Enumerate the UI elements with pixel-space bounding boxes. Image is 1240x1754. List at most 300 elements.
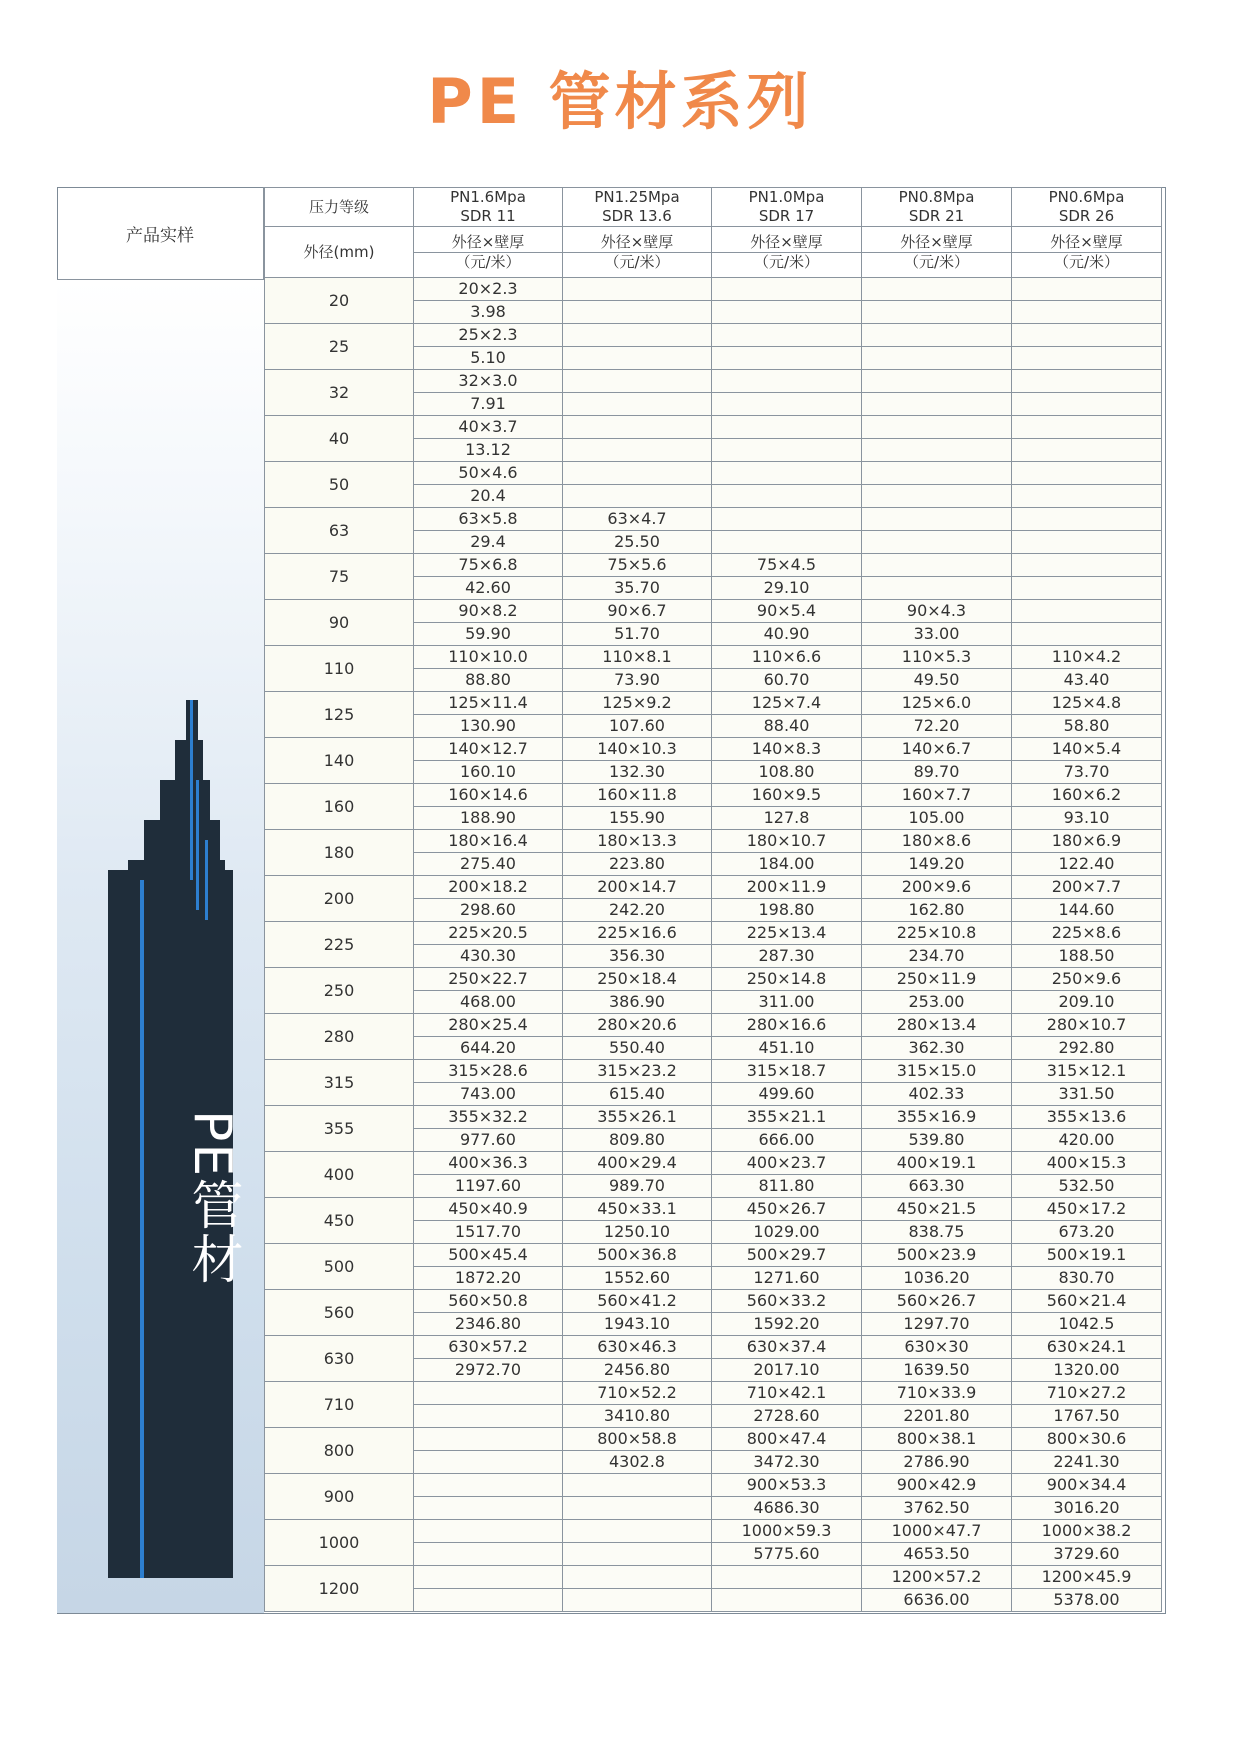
spec-cell: 560×41.2 <box>563 1290 712 1313</box>
spec-cell <box>1012 278 1162 301</box>
spec-cell: 800×30.6 <box>1012 1428 1162 1451</box>
spec-cell: 125×11.4 <box>414 692 563 715</box>
spec-cell <box>414 1382 563 1405</box>
spec-cell: 32×3.0 <box>414 370 563 393</box>
price-cell <box>862 531 1012 554</box>
price-cell: 89.70 <box>862 761 1012 784</box>
price-cell: 420.00 <box>1012 1129 1162 1152</box>
dimension-label: 外径×壁厚 <box>712 233 861 253</box>
table-row <box>265 1106 1162 1129</box>
spec-cell <box>1012 508 1162 531</box>
outer-diameter-cell: 400 <box>265 1152 414 1198</box>
spec-cell: 200×18.2 <box>414 876 563 899</box>
pipe-label: PE管材 <box>182 1110 242 1287</box>
spec-cell <box>712 508 862 531</box>
spec-cell: 900×34.4 <box>1012 1474 1162 1497</box>
price-cell: 386.90 <box>563 991 712 1014</box>
spec-cell: 140×6.7 <box>862 738 1012 761</box>
table-row <box>265 1520 1162 1543</box>
price-cell <box>712 531 862 554</box>
spec-cell <box>862 278 1012 301</box>
table-row <box>265 1290 1162 1313</box>
price-cell <box>1012 485 1162 508</box>
table-row <box>265 462 1162 485</box>
spec-cell: 110×10.0 <box>414 646 563 669</box>
sdr-label: SDR 21 <box>908 207 965 225</box>
table-row <box>265 1474 1162 1497</box>
table-row <box>265 600 1162 623</box>
spec-cell: 630×37.4 <box>712 1336 862 1359</box>
table-row <box>265 1244 1162 1267</box>
price-cell: 2972.70 <box>414 1359 563 1382</box>
price-cell <box>862 485 1012 508</box>
unit-label: （元/米） <box>903 252 970 271</box>
table-row <box>265 1060 1162 1083</box>
spec-cell: 110×8.1 <box>563 646 712 669</box>
price-cell: 144.60 <box>1012 899 1162 922</box>
column-header-units <box>414 227 563 278</box>
price-cell: 1197.60 <box>414 1175 563 1198</box>
price-cell <box>712 439 862 462</box>
sdr-label: SDR 26 <box>1058 207 1115 225</box>
table-row <box>265 554 1162 577</box>
price-cell: 35.70 <box>563 577 712 600</box>
price-cell: 198.80 <box>712 899 862 922</box>
spec-cell: 200×14.7 <box>563 876 712 899</box>
outer-diameter-cell: 250 <box>265 968 414 1014</box>
spec-cell <box>563 462 712 485</box>
spec-cell <box>862 370 1012 393</box>
column-header-units <box>712 227 862 278</box>
price-cell: 830.70 <box>1012 1267 1162 1290</box>
price-cell <box>414 1451 563 1474</box>
price-cell: 977.60 <box>414 1129 563 1152</box>
spec-cell: 110×5.3 <box>862 646 1012 669</box>
price-cell: 25.50 <box>563 531 712 554</box>
price-cell <box>414 1589 563 1612</box>
price-cell: 666.00 <box>712 1129 862 1152</box>
spec-cell <box>862 324 1012 347</box>
price-cell <box>563 301 712 324</box>
table-row <box>265 278 1162 301</box>
spec-cell: 355×16.9 <box>862 1106 1012 1129</box>
spec-cell: 500×29.7 <box>712 1244 862 1267</box>
spec-cell: 180×8.6 <box>862 830 1012 853</box>
price-cell: 838.75 <box>862 1221 1012 1244</box>
price-cell <box>862 393 1012 416</box>
price-cell <box>712 1589 862 1612</box>
spec-cell: 63×4.7 <box>563 508 712 531</box>
spec-cell <box>862 416 1012 439</box>
outer-diameter-cell: 1000 <box>265 1520 414 1566</box>
price-cell: 1639.50 <box>862 1359 1012 1382</box>
column-header-rating <box>414 188 563 227</box>
table-row <box>265 830 1162 853</box>
price-cell <box>563 1497 712 1520</box>
price-cell: 362.30 <box>862 1037 1012 1060</box>
outer-diameter-cell: 180 <box>265 830 414 876</box>
price-cell <box>862 577 1012 600</box>
price-cell: 188.90 <box>414 807 563 830</box>
price-cell: 1042.5 <box>1012 1313 1162 1336</box>
outer-diameter-cell: 800 <box>265 1428 414 1474</box>
spec-cell: 25×2.3 <box>414 324 563 347</box>
outer-diameter-cell: 32 <box>265 370 414 416</box>
price-cell <box>1012 301 1162 324</box>
price-cell: 88.40 <box>712 715 862 738</box>
spec-cell <box>712 1566 862 1589</box>
spec-cell: 500×23.9 <box>862 1244 1012 1267</box>
price-cell: 60.70 <box>712 669 862 692</box>
spec-cell: 355×21.1 <box>712 1106 862 1129</box>
spec-cell: 160×11.8 <box>563 784 712 807</box>
price-cell: 1320.00 <box>1012 1359 1162 1382</box>
spec-cell: 225×16.6 <box>563 922 712 945</box>
column-header-rating <box>563 188 712 227</box>
column-header-rating <box>712 188 862 227</box>
price-cell: 311.00 <box>712 991 862 1014</box>
price-cell: 1592.20 <box>712 1313 862 1336</box>
spec-cell: 630×30 <box>862 1336 1012 1359</box>
spec-cell: 200×9.6 <box>862 876 1012 899</box>
price-cell: 1517.70 <box>414 1221 563 1244</box>
dimension-label: 外径×壁厚 <box>862 233 1011 253</box>
spec-cell: 800×38.1 <box>862 1428 1012 1451</box>
price-cell <box>414 1497 563 1520</box>
spec-cell: 225×13.4 <box>712 922 862 945</box>
spec-cell: 400×29.4 <box>563 1152 712 1175</box>
unit-label: （元/米） <box>455 252 521 271</box>
spec-cell: 315×23.2 <box>563 1060 712 1083</box>
pn-label: PN0.8Mpa <box>898 188 975 206</box>
price-cell: 2786.90 <box>862 1451 1012 1474</box>
outer-diameter-cell: 1200 <box>265 1566 414 1612</box>
price-cell: 1297.70 <box>862 1313 1012 1336</box>
price-cell: 73.90 <box>563 669 712 692</box>
spec-cell: 280×13.4 <box>862 1014 1012 1037</box>
price-cell: 1271.60 <box>712 1267 862 1290</box>
spec-cell: 560×50.8 <box>414 1290 563 1313</box>
spec-cell <box>563 278 712 301</box>
spec-cell: 125×6.0 <box>862 692 1012 715</box>
price-cell: 2346.80 <box>414 1313 563 1336</box>
spec-cell: 250×11.9 <box>862 968 1012 991</box>
price-cell: 188.50 <box>1012 945 1162 968</box>
price-cell: 2201.80 <box>862 1405 1012 1428</box>
price-cell <box>1012 439 1162 462</box>
spec-cell: 180×13.3 <box>563 830 712 853</box>
dimension-label: 外径×壁厚 <box>1012 233 1161 253</box>
price-cell <box>563 1589 712 1612</box>
price-cell: 3472.30 <box>712 1451 862 1474</box>
price-cell: 73.70 <box>1012 761 1162 784</box>
spec-cell <box>862 554 1012 577</box>
spec-cell: 500×36.8 <box>563 1244 712 1267</box>
spec-cell: 355×26.1 <box>563 1106 712 1129</box>
spec-cell: 140×10.3 <box>563 738 712 761</box>
spec-cell: 315×18.7 <box>712 1060 862 1083</box>
spec-cell <box>862 508 1012 531</box>
table-row <box>265 1152 1162 1175</box>
price-cell: 155.90 <box>563 807 712 830</box>
spec-cell: 1200×57.2 <box>862 1566 1012 1589</box>
unit-label: （元/米） <box>604 252 670 271</box>
price-cell <box>862 439 1012 462</box>
price-cell: 108.80 <box>712 761 862 784</box>
spec-cell: 400×19.1 <box>862 1152 1012 1175</box>
price-cell: 809.80 <box>563 1129 712 1152</box>
sdr-label: SDR 11 <box>460 207 516 225</box>
spec-cell <box>712 324 862 347</box>
outer-diameter-cell: 140 <box>265 738 414 784</box>
spec-cell: 1200×45.9 <box>1012 1566 1162 1589</box>
spec-cell <box>1012 416 1162 439</box>
price-cell: 4653.50 <box>862 1543 1012 1566</box>
price-cell: 287.30 <box>712 945 862 968</box>
sdr-label: SDR 17 <box>758 207 815 225</box>
spec-cell: 900×53.3 <box>712 1474 862 1497</box>
table-row <box>265 370 1162 393</box>
spec-cell: 90×6.7 <box>563 600 712 623</box>
spec-cell: 560×26.7 <box>862 1290 1012 1313</box>
price-cell: 292.80 <box>1012 1037 1162 1060</box>
price-cell: 550.40 <box>563 1037 712 1060</box>
price-cell: 275.40 <box>414 853 563 876</box>
outer-diameter-cell: 500 <box>265 1244 414 1290</box>
spec-cell: 75×6.8 <box>414 554 563 577</box>
spec-cell: 75×4.5 <box>712 554 862 577</box>
price-cell <box>1012 531 1162 554</box>
price-cell: 811.80 <box>712 1175 862 1198</box>
spec-cell: 110×4.2 <box>1012 646 1162 669</box>
price-cell <box>563 347 712 370</box>
price-cell <box>712 393 862 416</box>
outer-diameter-cell: 125 <box>265 692 414 738</box>
outer-diameter-cell: 560 <box>265 1290 414 1336</box>
spec-cell: 140×8.3 <box>712 738 862 761</box>
price-cell: 209.10 <box>1012 991 1162 1014</box>
price-cell: 93.10 <box>1012 807 1162 830</box>
spec-cell: 450×33.1 <box>563 1198 712 1221</box>
price-cell: 468.00 <box>414 991 563 1014</box>
price-cell <box>1012 577 1162 600</box>
price-cell: 402.33 <box>862 1083 1012 1106</box>
spec-cell: 450×26.7 <box>712 1198 862 1221</box>
price-cell <box>712 301 862 324</box>
spec-cell <box>414 1428 563 1451</box>
spec-cell <box>1012 554 1162 577</box>
price-cell: 160.10 <box>414 761 563 784</box>
spec-cell: 630×46.3 <box>563 1336 712 1359</box>
outer-diameter-cell: 90 <box>265 600 414 646</box>
table-row <box>265 416 1162 439</box>
outer-diameter-cell: 710 <box>265 1382 414 1428</box>
price-cell: 7.91 <box>414 393 563 416</box>
price-cell: 223.80 <box>563 853 712 876</box>
column-header-units <box>563 227 712 278</box>
sdr-label: SDR 13.6 <box>602 207 672 225</box>
sample-header: 产品实样 <box>57 187 264 280</box>
spec-cell: 315×12.1 <box>1012 1060 1162 1083</box>
spec-cell: 500×19.1 <box>1012 1244 1162 1267</box>
price-cell <box>563 485 712 508</box>
price-cell <box>1012 347 1162 370</box>
price-cell: 184.00 <box>712 853 862 876</box>
table-row <box>265 1382 1162 1405</box>
table-row <box>265 1014 1162 1037</box>
spec-cell <box>712 462 862 485</box>
spec-cell: 1000×59.3 <box>712 1520 862 1543</box>
price-cell: 59.90 <box>414 623 563 646</box>
price-cell: 532.50 <box>1012 1175 1162 1198</box>
price-cell: 5775.60 <box>712 1543 862 1566</box>
spec-cell: 50×4.6 <box>414 462 563 485</box>
price-cell <box>712 485 862 508</box>
price-cell <box>414 1405 563 1428</box>
spec-cell <box>414 1566 563 1589</box>
price-cell: 149.20 <box>862 853 1012 876</box>
price-cell: 1872.20 <box>414 1267 563 1290</box>
outer-diameter-cell: 450 <box>265 1198 414 1244</box>
spec-cell: 400×15.3 <box>1012 1152 1162 1175</box>
spec-cell: 160×7.7 <box>862 784 1012 807</box>
spec-cell: 280×20.6 <box>563 1014 712 1037</box>
price-cell: 2456.80 <box>563 1359 712 1382</box>
outer-diameter-cell: 160 <box>265 784 414 830</box>
outer-diameter-cell: 355 <box>265 1106 414 1152</box>
spec-cell: 450×17.2 <box>1012 1198 1162 1221</box>
price-cell: 5.10 <box>414 347 563 370</box>
spec-cell: 560×33.2 <box>712 1290 862 1313</box>
spec-cell: 250×9.6 <box>1012 968 1162 991</box>
table-row <box>265 1336 1162 1359</box>
price-cell: 33.00 <box>862 623 1012 646</box>
outer-diameter-cell: 200 <box>265 876 414 922</box>
spec-cell <box>1012 370 1162 393</box>
price-cell: 4302.8 <box>563 1451 712 1474</box>
spec-cell <box>563 416 712 439</box>
price-cell <box>862 301 1012 324</box>
table-row <box>265 738 1162 761</box>
spec-cell: 110×6.6 <box>712 646 862 669</box>
outer-diameter-cell: 900 <box>265 1474 414 1520</box>
price-cell: 1943.10 <box>563 1313 712 1336</box>
spec-cell: 630×24.1 <box>1012 1336 1162 1359</box>
table-row <box>265 646 1162 669</box>
spec-cell: 1000×38.2 <box>1012 1520 1162 1543</box>
price-cell <box>563 1543 712 1566</box>
spec-cell <box>563 324 712 347</box>
price-cell: 743.00 <box>414 1083 563 1106</box>
unit-label: （元/米） <box>753 252 820 271</box>
price-cell: 615.40 <box>563 1083 712 1106</box>
spec-cell: 280×25.4 <box>414 1014 563 1037</box>
price-cell: 49.50 <box>862 669 1012 692</box>
spec-cell: 450×40.9 <box>414 1198 563 1221</box>
spec-cell: 450×21.5 <box>862 1198 1012 1221</box>
column-header-units <box>862 227 1012 278</box>
price-cell: 451.10 <box>712 1037 862 1060</box>
price-cell: 242.20 <box>563 899 712 922</box>
price-cell: 3729.60 <box>1012 1543 1162 1566</box>
pn-label: PN1.25Mpa <box>594 188 680 206</box>
price-cell: 122.40 <box>1012 853 1162 876</box>
pn-label: PN1.0Mpa <box>748 188 825 206</box>
price-cell: 127.8 <box>712 807 862 830</box>
table-row <box>265 968 1162 991</box>
spec-cell: 315×15.0 <box>862 1060 1012 1083</box>
table-row <box>265 784 1162 807</box>
spec-cell: 160×6.2 <box>1012 784 1162 807</box>
spec-cell <box>1012 462 1162 485</box>
outer-diameter-cell: 20 <box>265 278 414 324</box>
pressure-grade-label: 压力等级 <box>265 188 414 227</box>
spec-cell: 1000×47.7 <box>862 1520 1012 1543</box>
price-cell: 234.70 <box>862 945 1012 968</box>
price-cell: 5378.00 <box>1012 1589 1162 1612</box>
price-cell: 253.00 <box>862 991 1012 1014</box>
spec-cell <box>563 1566 712 1589</box>
pn-label: PN0.6Mpa <box>1048 188 1125 206</box>
outer-diameter-cell: 63 <box>265 508 414 554</box>
spec-cell: 90×4.3 <box>862 600 1012 623</box>
table-row <box>265 1428 1162 1451</box>
price-cell: 499.60 <box>712 1083 862 1106</box>
table-row <box>265 508 1162 531</box>
spec-cell: 250×14.8 <box>712 968 862 991</box>
price-table <box>264 187 1162 1612</box>
spec-cell: 710×42.1 <box>712 1382 862 1405</box>
spec-cell: 125×7.4 <box>712 692 862 715</box>
price-cell <box>1012 623 1162 646</box>
spec-cell: 125×9.2 <box>563 692 712 715</box>
spec-cell: 40×3.7 <box>414 416 563 439</box>
spec-cell: 900×42.9 <box>862 1474 1012 1497</box>
spec-cell: 225×20.5 <box>414 922 563 945</box>
spec-cell: 500×45.4 <box>414 1244 563 1267</box>
price-cell: 663.30 <box>862 1175 1012 1198</box>
column-header-rating <box>862 188 1012 227</box>
outer-diameter-cell: 40 <box>265 416 414 462</box>
price-cell: 3016.20 <box>1012 1497 1162 1520</box>
outer-diameter-cell: 25 <box>265 324 414 370</box>
price-cell <box>1012 393 1162 416</box>
spec-cell: 280×10.7 <box>1012 1014 1162 1037</box>
spec-cell: 180×10.7 <box>712 830 862 853</box>
price-cell: 989.70 <box>563 1175 712 1198</box>
price-cell: 42.60 <box>414 577 563 600</box>
spec-cell: 560×21.4 <box>1012 1290 1162 1313</box>
outer-diameter-cell: 315 <box>265 1060 414 1106</box>
price-cell: 29.10 <box>712 577 862 600</box>
outer-diameter-cell: 110 <box>265 646 414 692</box>
price-cell: 130.90 <box>414 715 563 738</box>
spec-cell: 140×5.4 <box>1012 738 1162 761</box>
spec-cell <box>712 370 862 393</box>
dimension-label: 外径×壁厚 <box>563 233 711 253</box>
spec-cell: 280×16.6 <box>712 1014 862 1037</box>
spec-cell: 200×7.7 <box>1012 876 1162 899</box>
price-cell: 107.60 <box>563 715 712 738</box>
price-cell <box>414 1543 563 1566</box>
outer-diameter-cell: 280 <box>265 1014 414 1060</box>
price-cell: 43.40 <box>1012 669 1162 692</box>
price-cell: 20.4 <box>414 485 563 508</box>
spec-cell: 250×22.7 <box>414 968 563 991</box>
spec-cell <box>563 1474 712 1497</box>
spec-cell: 400×23.7 <box>712 1152 862 1175</box>
price-cell: 1036.20 <box>862 1267 1012 1290</box>
